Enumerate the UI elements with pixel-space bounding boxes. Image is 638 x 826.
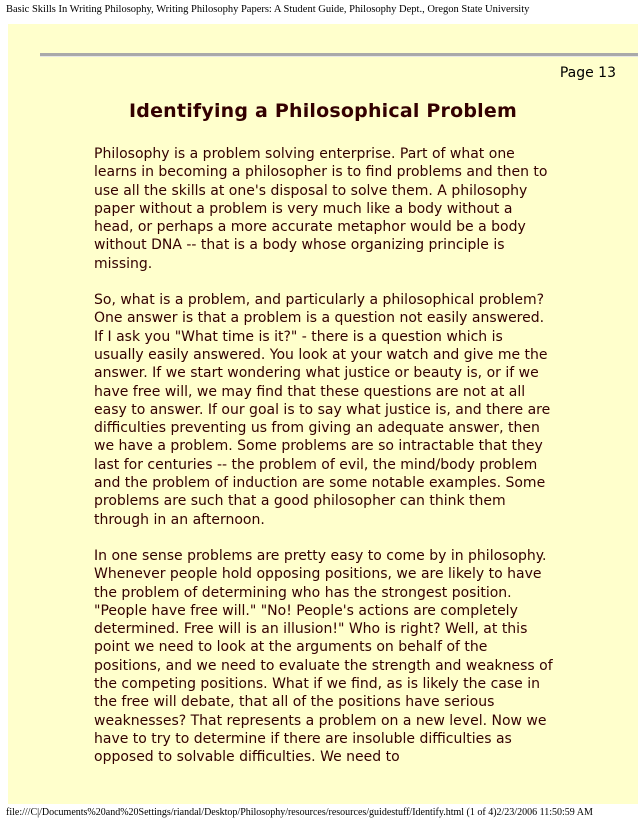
- page-title: Identifying a Philosophical Problem: [129, 100, 517, 122]
- document-page: [8, 24, 638, 804]
- paragraph-1: Philosophy is a problem solving enterprise. Part of what one learns in becoming a philosopher is to find problems and then to use all the skills at one's disposal to solve them. A philosophy paper without a problem is very much like a body without a head, or perhaps a more accurate metaphor would be a body without DNA -- that is a body whose organizing principle is missing.: [94, 146, 548, 272]
- paragraph-2: So, what is a problem, and particularly a philosophical problem? One answer is that a problem is a question not easily answered. If I ask you "What time is it?" - there is a question which is usually easily answered. You look at your watch and give me the answer. If we start wondering what justice or beauty is, or if we have free will, we may find that these questions are not at all easy to answer. If our goal is to say what justice is, and there are difficulties preventing us from giving an adequate answer, then we have a problem. Some problems are so intractable that they last for centuries -- the problem of evil, the mind/body problem and the problem of induction are some notable examples. Some problems are such that a good philosopher can think them through in an afternoon.: [94, 292, 551, 528]
- print-header: Basic Skills In Writing Philosophy, Writing Philosophy Papers: A Student Guide, Philosophy Dept., Oregon State University: [6, 4, 530, 15]
- page-number: Page 13: [559, 65, 616, 81]
- paragraph-3: In one sense problems are pretty easy to come by in philosophy. Whenever people hold opposing positions, we are likely to have the problem of determining who has the strongest position. "People have free will." "No! People's actions are completely determined. Free will is an illusion!" Who is right? Well, at this point we need to look at the arguments on behalf of the positions, and we need to evaluate the strength and weakness of the competing positions. What if we find, as is likely the case in the free will debate, that all of the positions have serious weaknesses? That represents a problem on a new level. Now we have to try to determine if there are insoluble difficulties as opposed to solvable difficulties. We need to: [94, 547, 553, 766]
- horizontal-rule: [40, 53, 638, 57]
- print-footer: file:///C|/Documents%20and%20Settings/riandal/Desktop/Philosophy/resources/resources/guidestuff/Identify.html (1 of 4)2/23/2006 11:50:59 AM: [6, 807, 593, 818]
- body-text: [94, 145, 554, 785]
